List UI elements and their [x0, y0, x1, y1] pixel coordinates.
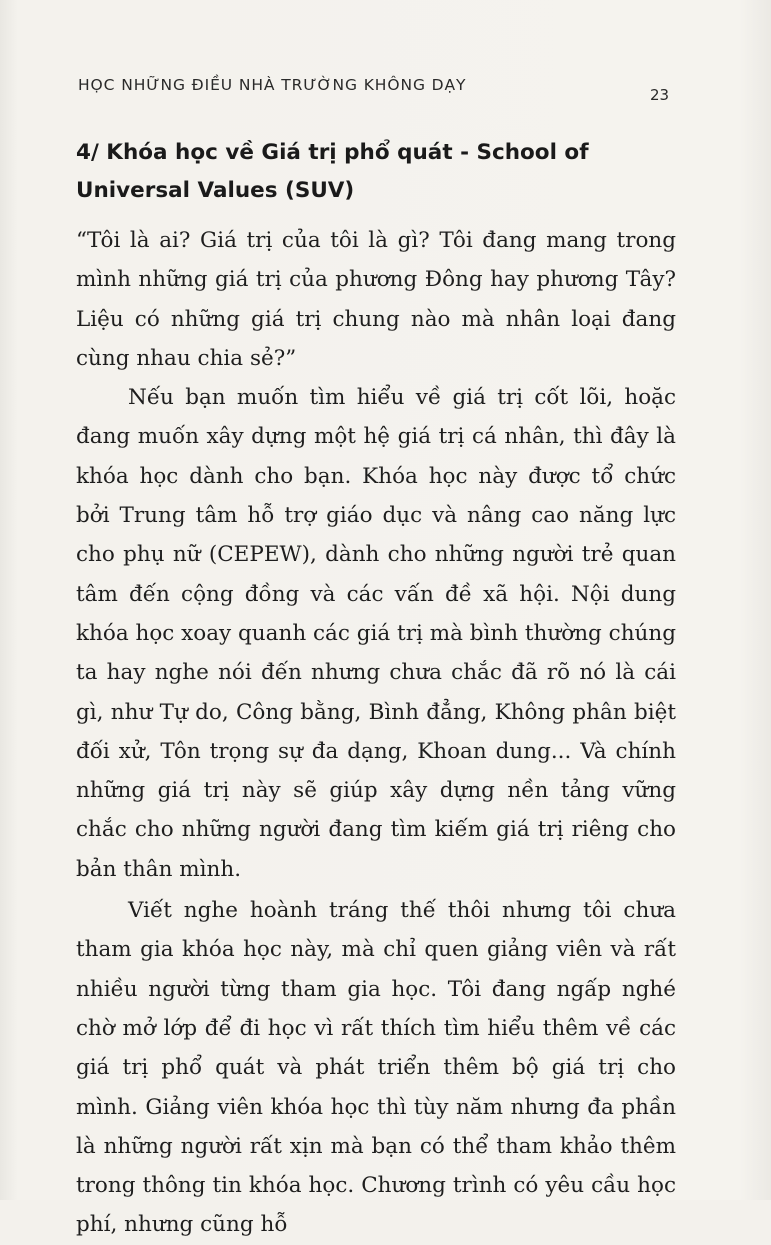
- page-number: 23: [650, 86, 670, 104]
- paragraph-personal: Viết nghe hoành tráng thế thôi nhưng tôi chưa tham gia khóa học này, mà chỉ quen giảng viên và rất nhiều người từng tham gia học. Tôi đang ngấp nghé chờ mở lớp để đi học vì rất thích tìm hiểu thêm về các giá trị phổ quát và phát triển thêm bộ giá trị cho mình. Giảng viên khóa học thì tùy năm nhưng đa phần là những người rất xịn mà bạn có thể tham khảo thêm trong thông tin khóa học. Chương trình có yêu cầu học phí, nhưng cũng hỗ: [76, 898, 676, 1238]
- section-heading: 4/ Khóa học về Giá trị phổ quát - School of Universal Values (SUV): [76, 140, 589, 203]
- paragraph-quote: “Tôi là ai? Giá trị của tôi là gì? Tôi đang mang trong mình những giá trị của phương Đông hay phương Tây? Liệu có những giá trị chung nào mà nhân loại đang cùng nhau chia sẻ?”: [76, 228, 676, 371]
- body-text: [76, 221, 676, 1245]
- paragraph-intro: Nếu bạn muốn tìm hiểu về giá trị cốt lõi, hoặc đang muốn xây dựng một hệ giá trị cá nhân, thì đây là khóa học dành cho bạn. Khóa học này được tổ chức bởi Trung tâm hỗ trợ giáo dục và nâng cao năng lực cho phụ nữ (CEPEW), dành cho những người trẻ quan tâm đến cộng đồng và các vấn đề xã hội. Nội dung khóa học xoay quanh các giá trị mà bình thường chúng ta hay nghe nói đến nhưng chưa chắc đã rõ nó là cái gì, như Tự do, Công bằng, Bình đẳng, Không phân biệt đối xử, Tôn trọng sự đa dạng, Khoan dung... Và chính những giá trị này sẽ giúp xây dựng nền tảng vững chắc cho những người đang tìm kiếm giá trị riêng cho bản thân mình.: [76, 385, 676, 882]
- running-head: HỌC NHỮNG ĐIỀU NHÀ TRƯỜNG KHÔNG DẠY: [78, 76, 467, 94]
